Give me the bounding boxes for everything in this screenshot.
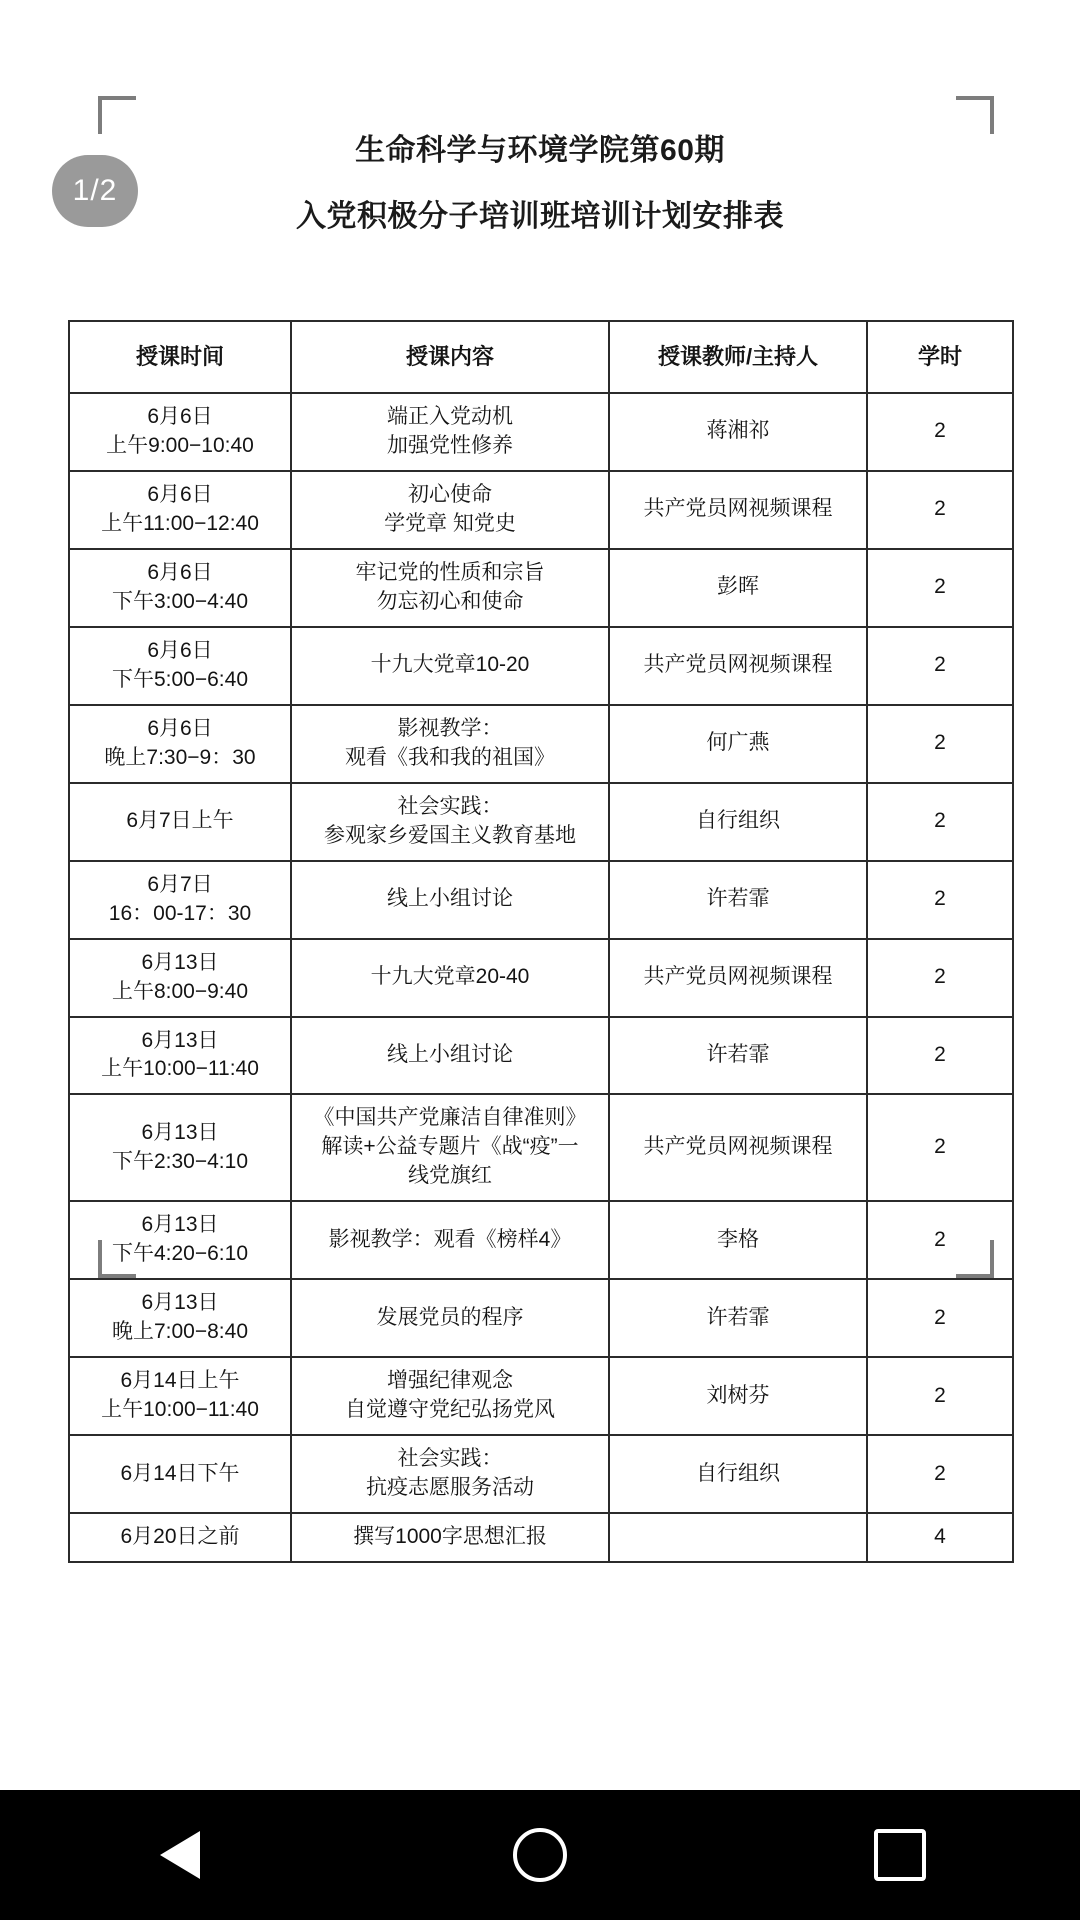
table-row: [69, 1201, 1013, 1279]
cell-time: [69, 1435, 291, 1513]
cell-topic: [291, 1017, 609, 1095]
cell-topic-text: [296, 715, 604, 773]
cell-teacher-text: [614, 1382, 862, 1411]
cell-time-line: 6月6日: [147, 405, 213, 428]
cell-topic-line: 学党章 知党史: [384, 511, 516, 535]
recents-button[interactable]: [845, 1800, 955, 1910]
cell-topic-line: 线上小组讨论: [387, 887, 513, 911]
cell-teacher-line: 许若霏: [706, 887, 770, 911]
table-row: [69, 705, 1013, 783]
cell-topic: [291, 939, 609, 1017]
cell-topic-text: [296, 963, 604, 992]
cell-time-text: [74, 1460, 286, 1489]
cell-topic-line: 撰写1000字思想汇报: [353, 1525, 547, 1549]
cell-topic: [291, 783, 609, 861]
cell-topic-text: [296, 1104, 604, 1191]
cell-time-line: 晚上7:30−9：30: [104, 745, 256, 769]
cell-time: [69, 861, 291, 939]
cell-topic-text: [296, 651, 604, 680]
cell-teacher-line: 蒋湘祁: [706, 419, 770, 443]
cell-teacher: [609, 861, 867, 939]
cell-time-line: 上午11:00−12:40: [101, 511, 259, 535]
cell-hours: 2: [867, 939, 1013, 1017]
cell-time-line: 6月6日: [147, 560, 213, 584]
cell-time-text: [74, 559, 286, 617]
cell-hours: 2: [867, 627, 1013, 705]
cell-topic-text: [296, 481, 604, 539]
cell-teacher-text: [614, 807, 862, 836]
cell-teacher-line: 许若霏: [706, 1305, 770, 1329]
cell-topic-line: 抗疫志愿服务活动: [366, 1476, 534, 1500]
cell-time-text: [74, 871, 286, 929]
cell-time-line: 上午8:00−9:40: [111, 979, 248, 1003]
cell-teacher-text: [614, 1304, 862, 1333]
cell-topic-text: [296, 1367, 604, 1425]
cell-time-text: [74, 1211, 286, 1269]
cell-time-line: 上午10:00−11:40: [101, 1398, 259, 1422]
cell-topic-line: 发展党员的程序: [376, 1305, 524, 1329]
cell-teacher-text: [614, 417, 862, 446]
cell-hours: 2: [867, 1435, 1013, 1513]
cell-time-line: 下午4:20−6:10: [111, 1242, 248, 1266]
cell-teacher: [609, 783, 867, 861]
cell-topic: [291, 393, 609, 471]
cell-time-text: [74, 1027, 286, 1085]
title-line-2: 入党积极分子培训班培训计划安排表: [296, 199, 784, 233]
home-button[interactable]: [485, 1800, 595, 1910]
cell-time: [69, 1513, 291, 1562]
cell-time-line: 6月13日: [141, 1291, 219, 1315]
cell-time-line: 6月14日上午: [120, 1369, 240, 1393]
cell-teacher: [609, 1094, 867, 1201]
cell-teacher: [609, 1279, 867, 1357]
cell-time-text: [74, 715, 286, 773]
cell-topic: [291, 1357, 609, 1435]
cell-time-line: 6月6日: [147, 638, 213, 662]
table-row: [69, 1513, 1013, 1562]
cell-teacher-line: 李格: [717, 1227, 759, 1251]
cell-teacher-text: [614, 1460, 862, 1489]
cell-teacher: [609, 1357, 867, 1435]
cell-time-text: [74, 637, 286, 695]
cell-topic-line: 影视教学：观看《榜样4》: [328, 1227, 572, 1251]
back-button[interactable]: [125, 1800, 235, 1910]
cell-topic-line: 十九大党章20-40: [370, 965, 530, 989]
cell-topic-line: 自觉遵守党纪弘扬党风: [345, 1398, 555, 1422]
cell-teacher-text: [614, 651, 862, 680]
cell-teacher-text: [614, 729, 862, 758]
crop-mark-top-left: [98, 96, 136, 134]
cell-topic: [291, 471, 609, 549]
cell-hours: 2: [867, 783, 1013, 861]
cell-hours: 2: [867, 861, 1013, 939]
cell-time: [69, 783, 291, 861]
recents-icon: [874, 1829, 926, 1881]
cell-teacher-text: [614, 963, 862, 992]
cell-time-line: 上午9:00−10:40: [106, 433, 254, 457]
cell-time-text: [74, 1367, 286, 1425]
cell-time-line: 6月13日: [141, 1213, 219, 1237]
cell-hours: 2: [867, 393, 1013, 471]
cell-topic: [291, 549, 609, 627]
cell-time-line: 下午5:00−6:40: [111, 667, 248, 691]
cell-teacher: [609, 1435, 867, 1513]
cell-teacher: [609, 627, 867, 705]
cell-time: [69, 471, 291, 549]
cell-topic-line: 观看《我和我的祖国》: [345, 745, 555, 769]
cell-topic: [291, 705, 609, 783]
cell-teacher: [609, 1017, 867, 1095]
cell-time-line: 6月6日: [147, 482, 213, 506]
cell-topic-text: [296, 559, 604, 617]
cell-topic: [291, 1279, 609, 1357]
training-schedule-table: [68, 320, 1014, 1563]
cell-time: [69, 549, 291, 627]
cell-time-text: [74, 1289, 286, 1347]
cell-topic: [291, 627, 609, 705]
cell-teacher-text: [614, 1133, 862, 1162]
table-row: [69, 1279, 1013, 1357]
table-row: [69, 1435, 1013, 1513]
cell-time-line: 晚上7:00−8:40: [111, 1320, 248, 1344]
cell-teacher: [609, 1513, 867, 1562]
cell-teacher: [609, 705, 867, 783]
cell-time-line: 6月13日: [141, 1120, 219, 1144]
cell-hours: 2: [867, 471, 1013, 549]
cell-teacher-line: 何广燕: [706, 731, 770, 755]
cell-time: [69, 393, 291, 471]
cell-time: [69, 705, 291, 783]
cell-time-line: 下午3:00−4:40: [111, 589, 248, 613]
cell-time-line: 6月13日: [141, 950, 219, 974]
cell-time-text: [74, 1523, 286, 1552]
cell-hours: 2: [867, 1201, 1013, 1279]
cell-topic-text: [296, 793, 604, 851]
cell-teacher-text: [614, 573, 862, 602]
cell-time-line: 上午10:00−11:40: [101, 1057, 259, 1081]
cell-topic-line: 社会实践：: [397, 794, 503, 818]
cell-time: [69, 1201, 291, 1279]
cell-time: [69, 627, 291, 705]
cell-topic-line: 《中国共产党廉洁自律准则》: [313, 1106, 587, 1130]
table-row: [69, 471, 1013, 549]
cell-topic-line: 勿忘初心和使命: [376, 589, 524, 613]
cell-topic: [291, 1201, 609, 1279]
cell-hours: 2: [867, 1279, 1013, 1357]
title-line-1: 生命科学与环境学院第60期: [355, 134, 725, 167]
cell-teacher-line: 彭晖: [717, 575, 759, 599]
cell-teacher-line: 自行组织: [696, 809, 780, 833]
cell-hours: 2: [867, 705, 1013, 783]
cell-topic-text: [296, 885, 604, 914]
cell-topic-text: [296, 1226, 604, 1255]
cell-topic-line: 增强纪律观念: [387, 1369, 513, 1393]
cell-topic-line: 影视教学：: [397, 716, 503, 740]
cell-time-text: [74, 481, 286, 539]
column-header-teacher: 授课教师/主持人: [609, 321, 867, 393]
cell-teacher-text: [614, 1041, 862, 1070]
cell-teacher-text: [614, 495, 862, 524]
column-header-topic: 授课内容: [291, 321, 609, 393]
home-icon: [513, 1828, 567, 1882]
column-header-hours: 学时: [867, 321, 1013, 393]
cell-topic-text: [296, 1523, 604, 1552]
cell-topic-line: 社会实践：: [397, 1447, 503, 1471]
cell-topic-line: 线党旗红: [408, 1164, 492, 1188]
table-row: [69, 783, 1013, 861]
table-row: [69, 393, 1013, 471]
cell-hours: 2: [867, 549, 1013, 627]
cell-time: [69, 1279, 291, 1357]
cell-topic-line: 端正入党动机: [387, 405, 513, 428]
cell-topic-text: [296, 1304, 604, 1333]
cell-teacher: [609, 1201, 867, 1279]
cell-time-text: [74, 1119, 286, 1177]
cell-time-line: 6月20日之前: [120, 1525, 240, 1549]
cell-time: [69, 1357, 291, 1435]
cell-topic-line: 十九大党章10-20: [370, 653, 530, 677]
cell-time-line: 6月13日: [141, 1028, 219, 1052]
cell-teacher-line: 共产党员网视频课程: [643, 497, 833, 521]
cell-topic-text: [296, 1445, 604, 1503]
table-row: [69, 939, 1013, 1017]
table-row: [69, 549, 1013, 627]
cell-topic-line: 加强党性修养: [387, 433, 513, 457]
cell-time-line: 6月14日下午: [120, 1461, 240, 1485]
cell-time-line: 6月7日上午: [126, 809, 234, 833]
android-navigation-bar: [0, 1790, 1080, 1920]
cell-time-line: 6月6日: [147, 716, 213, 740]
table-body: [69, 393, 1013, 1562]
cell-time-line: 16：00-17：30: [108, 901, 252, 925]
cell-time: [69, 939, 291, 1017]
cell-time: [69, 1017, 291, 1095]
cell-topic-line: 初心使命: [408, 482, 492, 506]
table-row: [69, 1357, 1013, 1435]
cell-teacher-text: [614, 885, 862, 914]
cell-topic-text: [296, 1041, 604, 1070]
cell-teacher: [609, 471, 867, 549]
table-row: [69, 861, 1013, 939]
cell-time: [69, 1094, 291, 1201]
cell-teacher-line: 许若霏: [706, 1042, 770, 1066]
cell-topic-line: 参观家乡爱国主义教育基地: [324, 823, 576, 847]
cell-hours: 2: [867, 1357, 1013, 1435]
cell-topic-line: 线上小组讨论: [387, 1042, 513, 1066]
cell-teacher: [609, 939, 867, 1017]
column-header-time: 授课时间: [69, 321, 291, 393]
cell-hours: 2: [867, 1017, 1013, 1095]
cell-hours: 4: [867, 1513, 1013, 1562]
cell-topic: [291, 1435, 609, 1513]
cell-time-text: [74, 403, 286, 461]
cell-teacher-text: [614, 1226, 862, 1255]
page-title: [0, 132, 1080, 235]
crop-mark-top-right: [956, 96, 994, 134]
cell-topic-line: 解读+公益专题片《战“疫”一: [321, 1135, 579, 1159]
cell-hours: 2: [867, 1094, 1013, 1201]
cell-time-line: 6月7日: [147, 872, 213, 896]
table-row: [69, 1094, 1013, 1201]
cell-teacher-line: 共产党员网视频课程: [643, 965, 833, 989]
table-row: [69, 1017, 1013, 1095]
cell-topic-text: [296, 403, 604, 461]
cell-time-text: [74, 949, 286, 1007]
table-header-row: [69, 321, 1013, 393]
table-row: [69, 627, 1013, 705]
cell-teacher-line: 自行组织: [696, 1461, 780, 1485]
cell-teacher-line: 共产党员网视频课程: [643, 1135, 833, 1159]
cell-time-text: [74, 807, 286, 836]
cell-teacher-line: 共产党员网视频课程: [643, 653, 833, 677]
cell-time-line: 下午2:30−4:10: [111, 1149, 248, 1173]
cell-topic: [291, 861, 609, 939]
back-icon: [160, 1831, 200, 1879]
cell-teacher: [609, 549, 867, 627]
cell-topic: [291, 1513, 609, 1562]
cell-topic-line: 牢记党的性质和宗旨: [355, 560, 545, 584]
cell-teacher: [609, 393, 867, 471]
page-indicator-badge: 1/2: [52, 155, 138, 227]
cell-topic: [291, 1094, 609, 1201]
cell-teacher-line: 刘树芬: [706, 1383, 770, 1407]
